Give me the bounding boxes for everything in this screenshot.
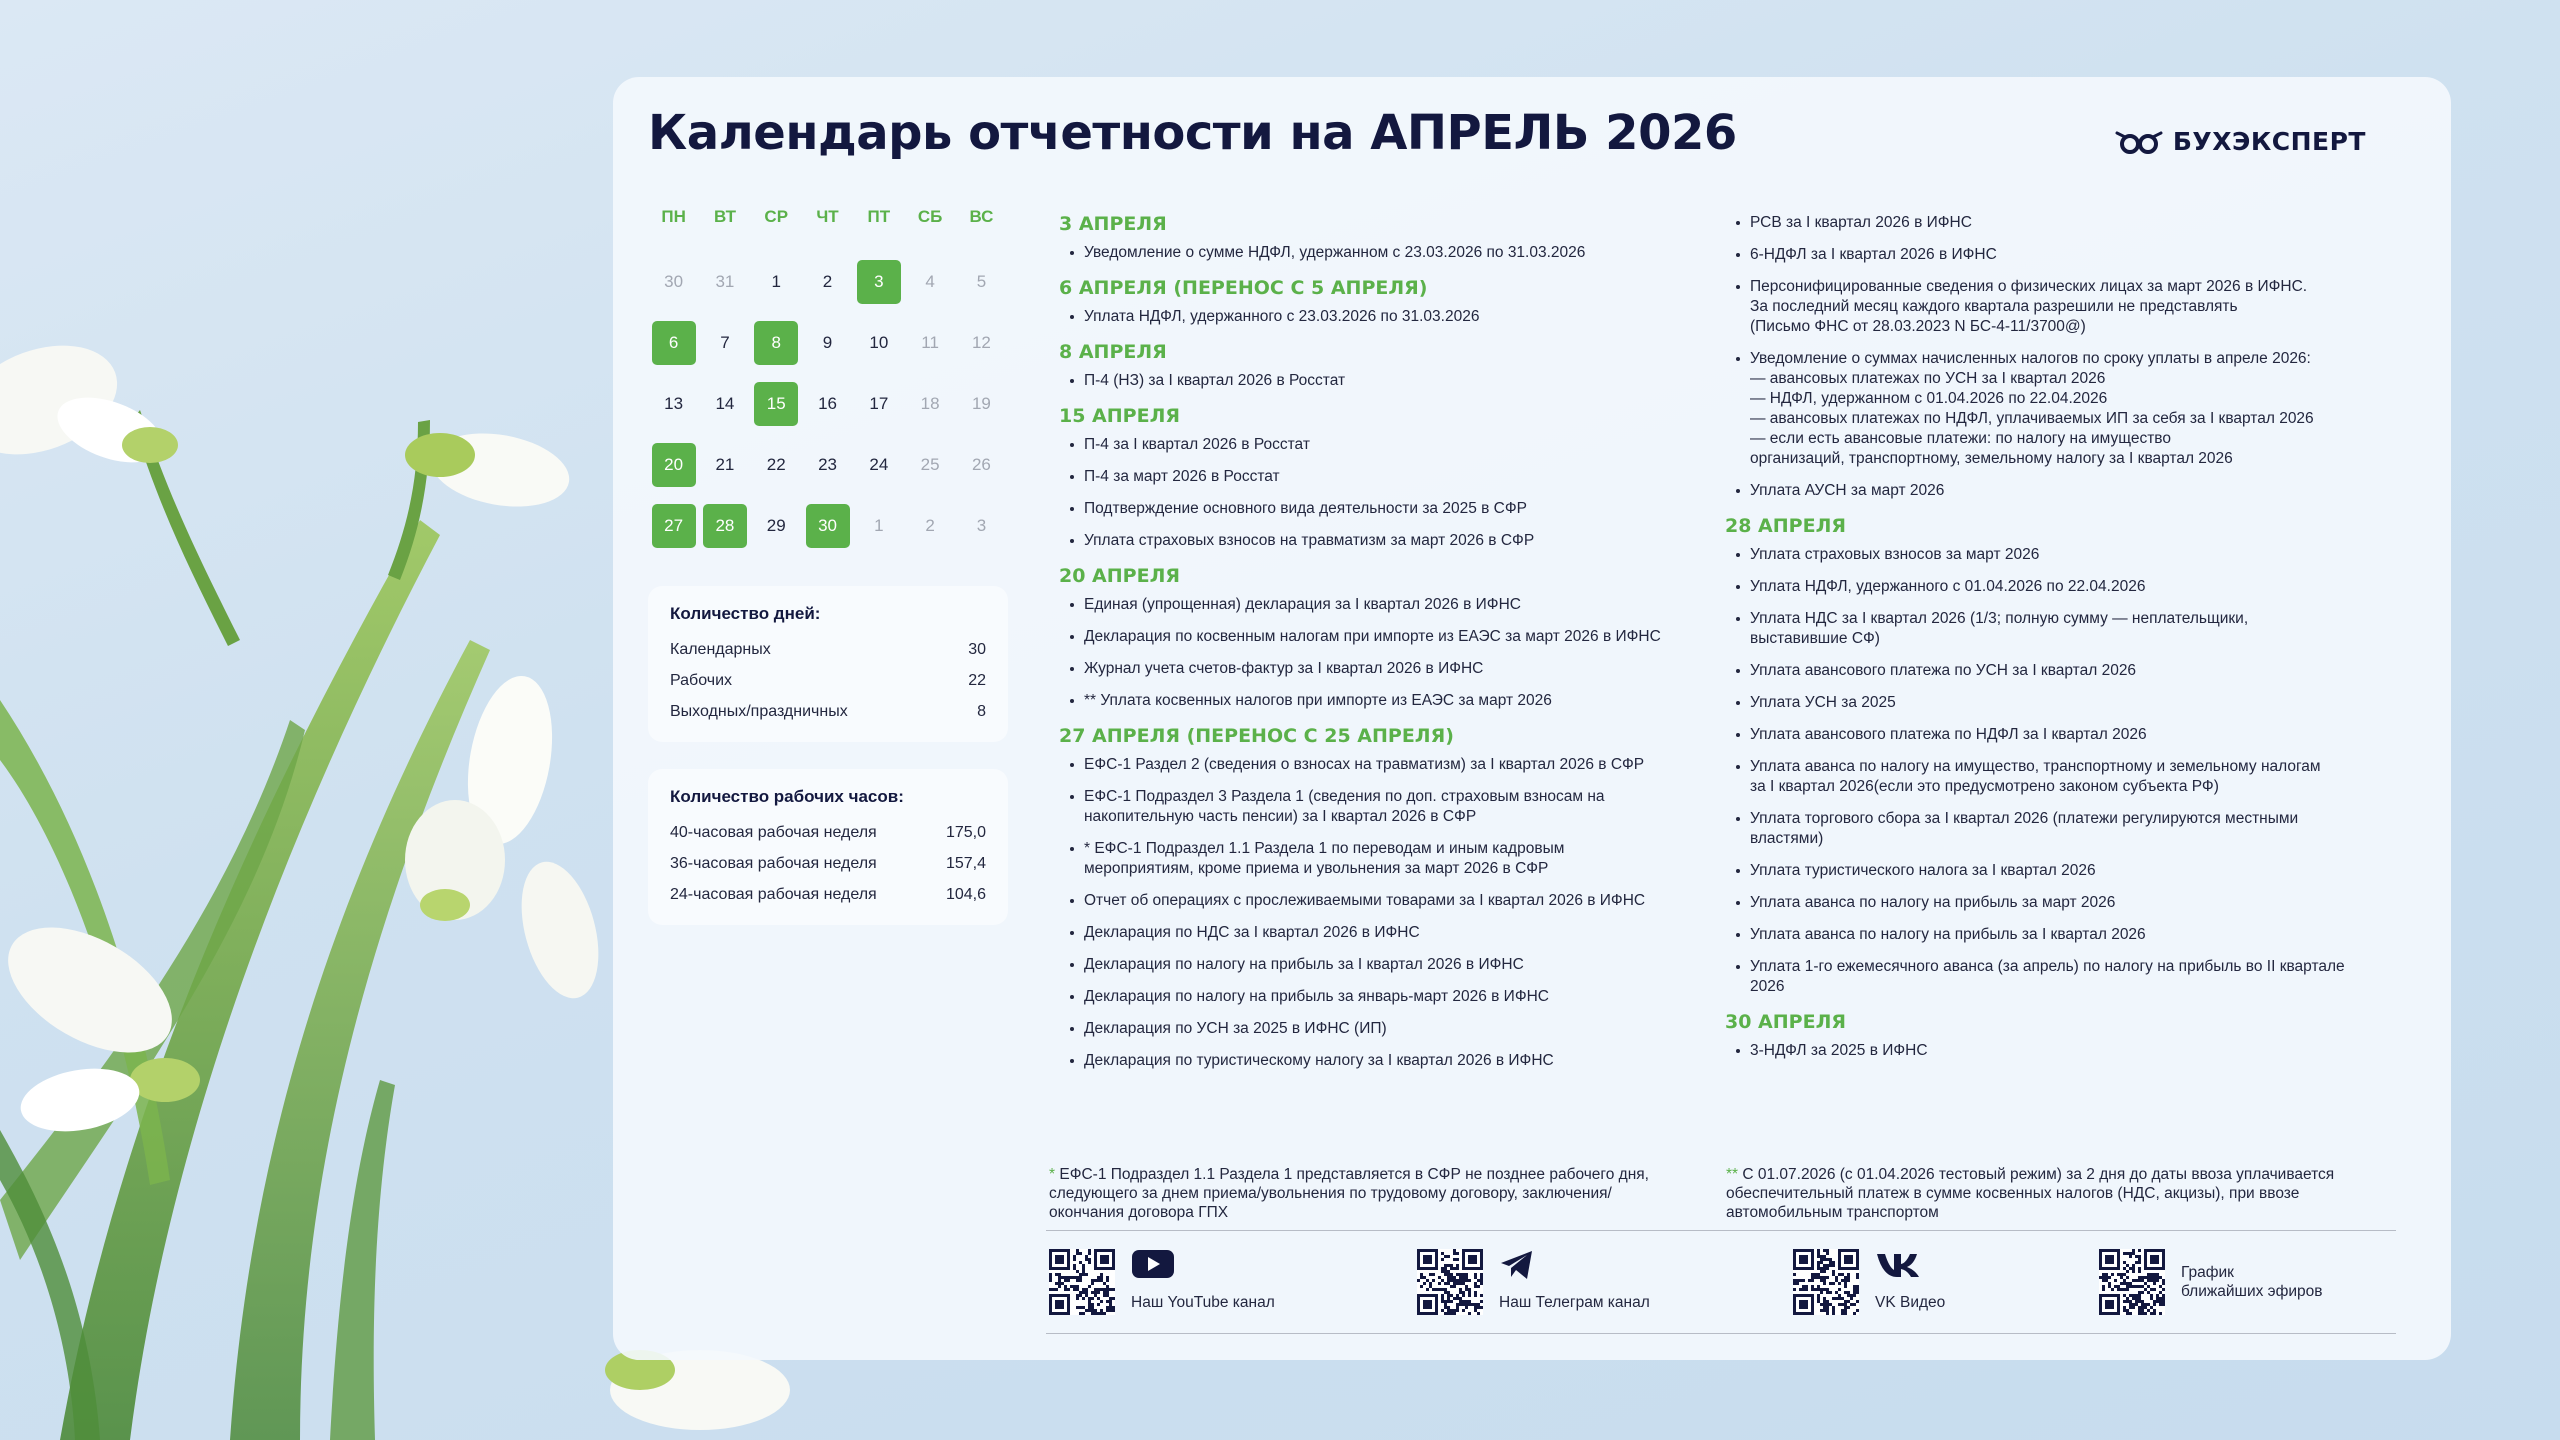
weekday-label: ВС	[969, 207, 994, 226]
day-number: 13	[664, 393, 684, 413]
deadline-item: Уплата авансового платежа по УСН за I квартал 2026	[1725, 661, 2415, 681]
deadline-item: РСВ за I квартал 2026 в ИФНС	[1725, 213, 2415, 233]
calendar-day	[802, 251, 853, 312]
deadline-date-heading: 20 АПРЕЛЯ	[1059, 565, 1180, 587]
deadline-item: Декларация по НДС за I квартал 2026 в ИФНС	[1059, 923, 1719, 943]
day-number: 25	[920, 454, 940, 474]
day-number: 24	[869, 454, 889, 474]
deadline-list	[1725, 1041, 2415, 1061]
calendar-week	[648, 495, 1024, 556]
stat-value: 157,4	[945, 855, 986, 872]
stat-value: 104,6	[945, 886, 986, 903]
day-number: 3	[976, 515, 987, 535]
stat-label: 40-часовая рабочая неделя	[670, 824, 877, 841]
deadlines-column-2	[1725, 213, 2415, 1075]
schedule-qr-code	[2099, 1249, 2165, 1315]
stat-label: 36-часовая рабочая неделя	[670, 855, 877, 872]
deadline-day	[648, 495, 699, 556]
calendar-day	[699, 373, 750, 434]
footnote-2-mark: **	[1726, 1166, 1739, 1183]
deadline-item: ЕФС-1 Раздел 2 (сведения о взносах на травматизм) за I квартал 2026 в СФР	[1059, 755, 1719, 775]
weekday-label: ВТ	[713, 207, 736, 226]
deadline-date-heading: 6 АПРЕЛЯ (ПЕРЕНОС С 5 АПРЕЛЯ)	[1059, 277, 1428, 299]
calendar-day	[853, 434, 904, 495]
deadline-day	[648, 312, 699, 373]
day-number: 9	[822, 332, 833, 352]
stat-label: 24-часовая рабочая неделя	[670, 886, 877, 903]
deadline-item: Уплата торгового сбора за I квартал 2026 (платежи регулируются местными властями)	[1725, 809, 2415, 849]
footnote-1-mark: *	[1049, 1166, 1056, 1183]
deadline-day	[802, 495, 853, 556]
calendar-day	[648, 251, 699, 312]
day-number: 28	[703, 504, 747, 548]
deadline-item: Декларация по УСН за 2025 в ИФНС (ИП)	[1059, 1019, 1719, 1039]
day-number: 26	[971, 454, 991, 474]
stat-label: Выходных/праздничных	[670, 703, 848, 720]
deadline-item: П-4 (НЗ) за I квартал 2026 в Росстат	[1059, 371, 1719, 391]
stat-row	[670, 817, 986, 848]
deadline-item: Уплата УСН за 2025	[1725, 693, 2415, 713]
stat-value: 30	[968, 641, 986, 658]
calendar-day	[751, 495, 802, 556]
stat-row	[670, 634, 986, 665]
stat-row	[670, 848, 986, 879]
stat-row	[670, 879, 986, 910]
calendar-day	[853, 373, 904, 434]
deadline-item: Уведомление о суммах начисленных налогов по сроку уплаты в апреле 2026: — авансовых платежах по УСН за I квартал 2026 — НДФЛ, удержанном с 01.04.2026 по 22.04.2026 — авансовых платежах по НДФЛ, уплачиваемых ИП за себя за I квартал 2026 — если есть авансовые платежи: по налогу на имущество организаций, транспортному, земельному налогу за I квартал 2026	[1725, 349, 2415, 469]
days-count-title: Количество дней:	[670, 604, 821, 623]
deadline-date-heading: 30 АПРЕЛЯ	[1725, 1011, 1846, 1033]
weekday-label: ЧТ	[816, 207, 839, 226]
deadline-item: Уплата 1-го ежемесячного аванса (за апрель) по налогу на прибыль во II квартале 2026	[1725, 957, 2415, 997]
report-calendar-card	[613, 77, 2451, 1360]
deadline-item: Журнал учета счетов-фактур за I квартал 2026 в ИФНС	[1059, 659, 1719, 679]
calendar-day	[648, 373, 699, 434]
youtube-qr-code	[1049, 1249, 1115, 1315]
telegram-label: Наш Телеграм канал	[1499, 1294, 1650, 1311]
day-number: 16	[818, 393, 837, 413]
day-number: 1	[874, 515, 884, 535]
calendar-day	[802, 434, 853, 495]
weekday-label: ПН	[661, 207, 686, 226]
footnote-1-text: ЕФС-1 Подраздел 1.1 Раздела 1 представляется в СФР не позднее рабочего дня, следующего за днем приема/увольнения по трудовому договору, заключения/ окончания договора ГПХ	[1049, 1166, 1649, 1221]
deadline-list	[1059, 371, 1719, 391]
day-number: 29	[766, 515, 786, 535]
deadline-item: Персонифицированные сведения о физических лицах за март 2026 в ИФНС. За последний месяц каждого квартала разрешили не представлять (Письмо ФНС от 28.03.2023 N БС-4-11/3700@)	[1725, 277, 2415, 337]
youtube-icon	[1131, 1249, 1175, 1279]
stat-row	[670, 696, 986, 727]
deadline-list	[1725, 545, 2415, 997]
calendar-day	[699, 434, 750, 495]
continued-deadlines-list	[1725, 213, 2415, 501]
day-number: 1	[771, 271, 781, 291]
deadline-list	[1059, 243, 1719, 263]
day-number: 11	[921, 332, 939, 352]
telegram-link[interactable]	[1417, 1249, 1689, 1315]
hours-count-title: Количество рабочих часов:	[670, 787, 904, 806]
deadline-item: П-4 за март 2026 в Росстат	[1059, 467, 1719, 487]
day-number: 31	[715, 271, 735, 291]
qr-pattern	[1793, 1249, 1859, 1315]
deadline-item: * ЕФС-1 Подраздел 1.1 Раздела 1 по переводам и иным кадровым мероприятиям, кроме приема и увольнения за март 2026 в СФР	[1059, 839, 1719, 879]
deadline-date-heading: 3 АПРЕЛЯ	[1059, 213, 1167, 235]
vk-icon	[1875, 1251, 1927, 1279]
deadline-date-heading: 15 АПРЕЛЯ	[1059, 405, 1180, 427]
deadline-list	[1059, 435, 1719, 551]
deadline-item: Уплата аванса по налогу на имущество, транспортному и земельному налогам за I квартал 2026(если это предусмотрено законом субъекта РФ)	[1725, 757, 2415, 797]
day-number: 21	[715, 454, 735, 474]
day-number: 23	[818, 454, 837, 474]
deadline-item: Уплата НДФЛ, удержанного с 23.03.2026 по 31.03.2026	[1059, 307, 1719, 327]
footnote-1	[1049, 1165, 1689, 1222]
vk-video-link[interactable]	[1793, 1249, 1995, 1315]
broadcast-schedule-link[interactable]	[2099, 1249, 2322, 1315]
weekday-label: ПТ	[867, 207, 891, 226]
stat-row	[670, 665, 986, 696]
deadline-item: Декларация по туристическому налогу за I квартал 2026 в ИФНС	[1059, 1051, 1719, 1071]
day-number: 3	[857, 260, 901, 304]
deadline-item: Уплата страховых взносов на травматизм за март 2026 в СФР	[1059, 531, 1719, 551]
youtube-link[interactable]	[1049, 1249, 1311, 1315]
calendar-day	[853, 312, 904, 373]
day-number: 5	[976, 271, 987, 291]
deadline-day	[853, 251, 904, 312]
month-calendar	[648, 207, 1024, 556]
weekday-label: СР	[764, 207, 789, 226]
deadline-list	[1059, 755, 1719, 1071]
day-number: 20	[652, 443, 696, 487]
deadline-item: Декларация по налогу на прибыль за январь-март 2026 в ИФНС	[1059, 987, 1719, 1007]
day-number: 8	[754, 321, 798, 365]
calendar-day	[802, 312, 853, 373]
calendar-week	[648, 312, 1024, 373]
calendar-day	[853, 495, 904, 556]
deadline-item: Уплата НДФЛ, удержанного с 01.04.2026 по 22.04.2026	[1725, 577, 2415, 597]
day-number: 14	[715, 393, 735, 413]
calendar-day	[699, 312, 750, 373]
deadline-item: Единая (упрощенная) декларация за I квартал 2026 в ИФНС	[1059, 595, 1719, 615]
days-count-box	[648, 586, 1008, 742]
calendar-day	[904, 251, 955, 312]
day-number: 12	[971, 332, 991, 352]
footer-divider-bottom	[1046, 1333, 2396, 1334]
owl-eyes-icon	[2115, 130, 2163, 154]
deadline-day	[751, 312, 802, 373]
calendar-week	[648, 251, 1024, 312]
deadline-item: Уплата НДС за I квартал 2026 (1/3; полную сумму — неплательщики, выставившие СФ)	[1725, 609, 2415, 649]
calendar-day	[904, 434, 955, 495]
footnote-2-text: С 01.07.2026 (с 01.04.2026 тестовый режим) за 2 дня до даты ввоза уплачивается обеспечительный платеж в сумме косвенных налогов (НДС, акцизы), при ввозе автомобильным транспортом	[1726, 1166, 2335, 1221]
day-number: 19	[971, 393, 991, 413]
calendar-day	[751, 251, 802, 312]
brand-logo	[2115, 127, 2366, 156]
youtube-label: Наш YouTube канал	[1131, 1294, 1275, 1311]
deadline-item: ЕФС-1 Подраздел 3 Раздела 1 (сведения по доп. страховым взносам на накопительную часть пенсии) за I квартал 2026 в СФР	[1059, 787, 1719, 827]
deadline-day	[648, 434, 699, 495]
calendar-day	[802, 373, 853, 434]
calendar-week	[648, 434, 1024, 495]
calendar-day	[904, 373, 955, 434]
brand-name: БУХЭКСПЕРТ	[2172, 127, 2366, 156]
deadline-item: Уплата АУСН за март 2026	[1725, 481, 2415, 501]
day-number: 2	[925, 515, 935, 535]
day-number: 30	[806, 504, 850, 548]
deadline-item: Декларация по налогу на прибыль за I квартал 2026 в ИФНС	[1059, 955, 1719, 975]
day-number: 2	[822, 271, 833, 291]
footnote-2	[1726, 1165, 2416, 1222]
deadline-item: 3-НДФЛ за 2025 в ИФНС	[1725, 1041, 2415, 1061]
deadlines-column-1	[1059, 213, 1719, 1085]
deadline-item: Уплата авансового платежа по НДФЛ за I квартал 2026	[1725, 725, 2415, 745]
qr-pattern	[1417, 1249, 1483, 1315]
day-number: 4	[925, 271, 935, 291]
day-number: 15	[754, 382, 798, 426]
calendar-day	[956, 495, 1007, 556]
day-number: 30	[664, 271, 684, 291]
deadline-item: Уплата страховых взносов за март 2026	[1725, 545, 2415, 565]
hours-count-box	[648, 769, 1008, 925]
page-title: Календарь отчетности на АПРЕЛЬ 2026	[648, 105, 1737, 161]
deadline-item: Уплата туристического налога за I квартал 2026	[1725, 861, 2415, 881]
calendar-day	[956, 373, 1007, 434]
day-number: 6	[652, 321, 696, 365]
calendar-week	[648, 373, 1024, 434]
deadline-day	[751, 373, 802, 434]
deadline-item: Уведомление о сумме НДФЛ, удержанном с 23.03.2026 по 31.03.2026	[1059, 243, 1719, 263]
telegram-icon	[1499, 1249, 1535, 1281]
day-number: 27	[652, 504, 696, 548]
stat-label: Рабочих	[670, 672, 733, 689]
day-number: 7	[720, 332, 730, 352]
weekday-header	[648, 207, 1024, 233]
deadline-date-heading: 8 АПРЕЛЯ	[1059, 341, 1167, 363]
day-number: 17	[869, 393, 889, 413]
telegram-qr-code	[1417, 1249, 1483, 1315]
stat-value: 8	[977, 703, 986, 720]
deadline-item: 6-НДФЛ за I квартал 2026 в ИФНС	[1725, 245, 2415, 265]
calendar-day	[956, 434, 1007, 495]
deadline-list	[1059, 595, 1719, 711]
weekday-label: СБ	[917, 207, 943, 226]
deadline-item: П-4 за I квартал 2026 в Росстат	[1059, 435, 1719, 455]
qr-pattern	[1049, 1249, 1115, 1315]
calendar-day	[904, 312, 955, 373]
stat-value: 22	[968, 672, 986, 689]
stat-label: Календарных	[670, 641, 771, 658]
footer-divider-top	[1046, 1230, 2396, 1231]
calendar-grid	[648, 251, 1024, 556]
deadline-list	[1059, 307, 1719, 327]
schedule-label: График ближайших эфиров	[2181, 1264, 2323, 1300]
calendar-day	[751, 434, 802, 495]
deadline-item: ** Уплата косвенных налогов при импорте из ЕАЭС за март 2026	[1059, 691, 1719, 711]
deadline-date-heading: 28 АПРЕЛЯ	[1725, 515, 1846, 537]
calendar-day	[956, 251, 1007, 312]
deadline-item: Отчет об операциях с прослеживаемыми товарами за I квартал 2026 в ИФНС	[1059, 891, 1719, 911]
deadline-item: Подтверждение основного вида деятельности за 2025 в СФР	[1059, 499, 1719, 519]
calendar-day	[904, 495, 955, 556]
deadline-item: Уплата аванса по налогу на прибыль за март 2026	[1725, 893, 2415, 913]
day-number: 22	[766, 454, 786, 474]
vk-label: VK Видео	[1875, 1294, 1946, 1311]
day-number: 18	[920, 393, 940, 413]
deadline-date-heading: 27 АПРЕЛЯ (ПЕРЕНОС С 25 АПРЕЛЯ)	[1059, 725, 1454, 747]
qr-pattern	[2099, 1249, 2165, 1315]
calendar-day	[956, 312, 1007, 373]
deadline-item: Декларация по косвенным налогам при импорте из ЕАЭС за март 2026 в ИФНС	[1059, 627, 1719, 647]
calendar-day	[699, 251, 750, 312]
vk-qr-code	[1793, 1249, 1859, 1315]
deadline-day	[699, 495, 750, 556]
deadline-item: Уплата аванса по налогу на прибыль за I квартал 2026	[1725, 925, 2415, 945]
stat-value: 175,0	[945, 824, 986, 841]
day-number: 10	[869, 332, 889, 352]
